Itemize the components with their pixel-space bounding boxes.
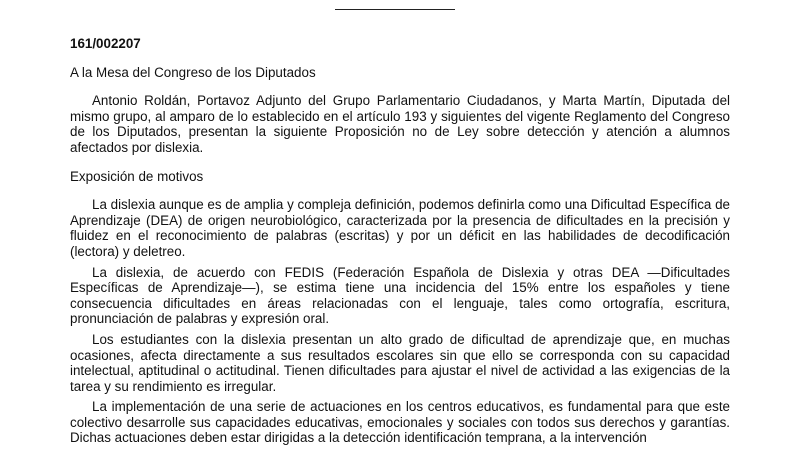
document-page	[70, 36, 730, 451]
body-paragraph: Los estudiantes con la dislexia presentan un alto grado de dificultad de aprendizaje que, en muchas ocasiones, afecta directamente a sus resultados escolares sin que ello se corresponda con su capacidad intelectual, aptitudinal o actitudinal. Tienen dificultades para ajustar el nivel de actividad a las exigencias de la tarea y su rendimiento es irregular.	[70, 331, 730, 394]
body-paragraph: La dislexia aunque es de amplia y compleja definición, podemos definirla como una Dificultad Específica de Aprendizaje (DEA) de origen neurobiológico, caracterizada por la presencia de dificultades en la precisión y fluidez en el reconocimiento de palabras (escritas) y por un déficit en las habilidades de decodificación (lectora) y deletreo.	[70, 197, 730, 259]
document-addressee: A la Mesa del Congreso de los Diputados	[70, 64, 316, 80]
document-reference-number: 161/002207	[70, 36, 141, 51]
body-paragraph: La dislexia, de acuerdo con FEDIS (Federación Española de Dislexia y otras DEA —Dificultades Específicas de Aprendizaje—), se estima tiene una incidencia del 15% entre los españoles y tiene consecuencia dificultades en áreas relacionadas con el lenguaje, tales como ortografía, escritura, pronunciación de palabras y expresión oral.	[70, 264, 730, 327]
header-divider	[335, 9, 455, 10]
intro-paragraph: Antonio Roldán, Portavoz Adjunto del Grupo Parlamentario Ciudadanos, y Marta Martín, Diputada del mismo grupo, al amparo de lo establecido en el artículo 193 y siguientes del vigente Reglamento del Congreso de los Diputados, presentan la siguiente Proposición no de Ley sobre detección y atención a alumnos afectados por dislexia.	[70, 93, 730, 155]
section-heading: Exposición de motivos	[70, 168, 204, 184]
body-paragraph: La implementación de una serie de actuaciones en los centros educativos, es fundamental para que este colectivo desarrolle sus capacidades educativas, emocionales y sociales con todos sus derechos y garantías. Dichas actuaciones deben estar dirigidas a la detección identificación temprana, a la intervención	[70, 399, 730, 446]
